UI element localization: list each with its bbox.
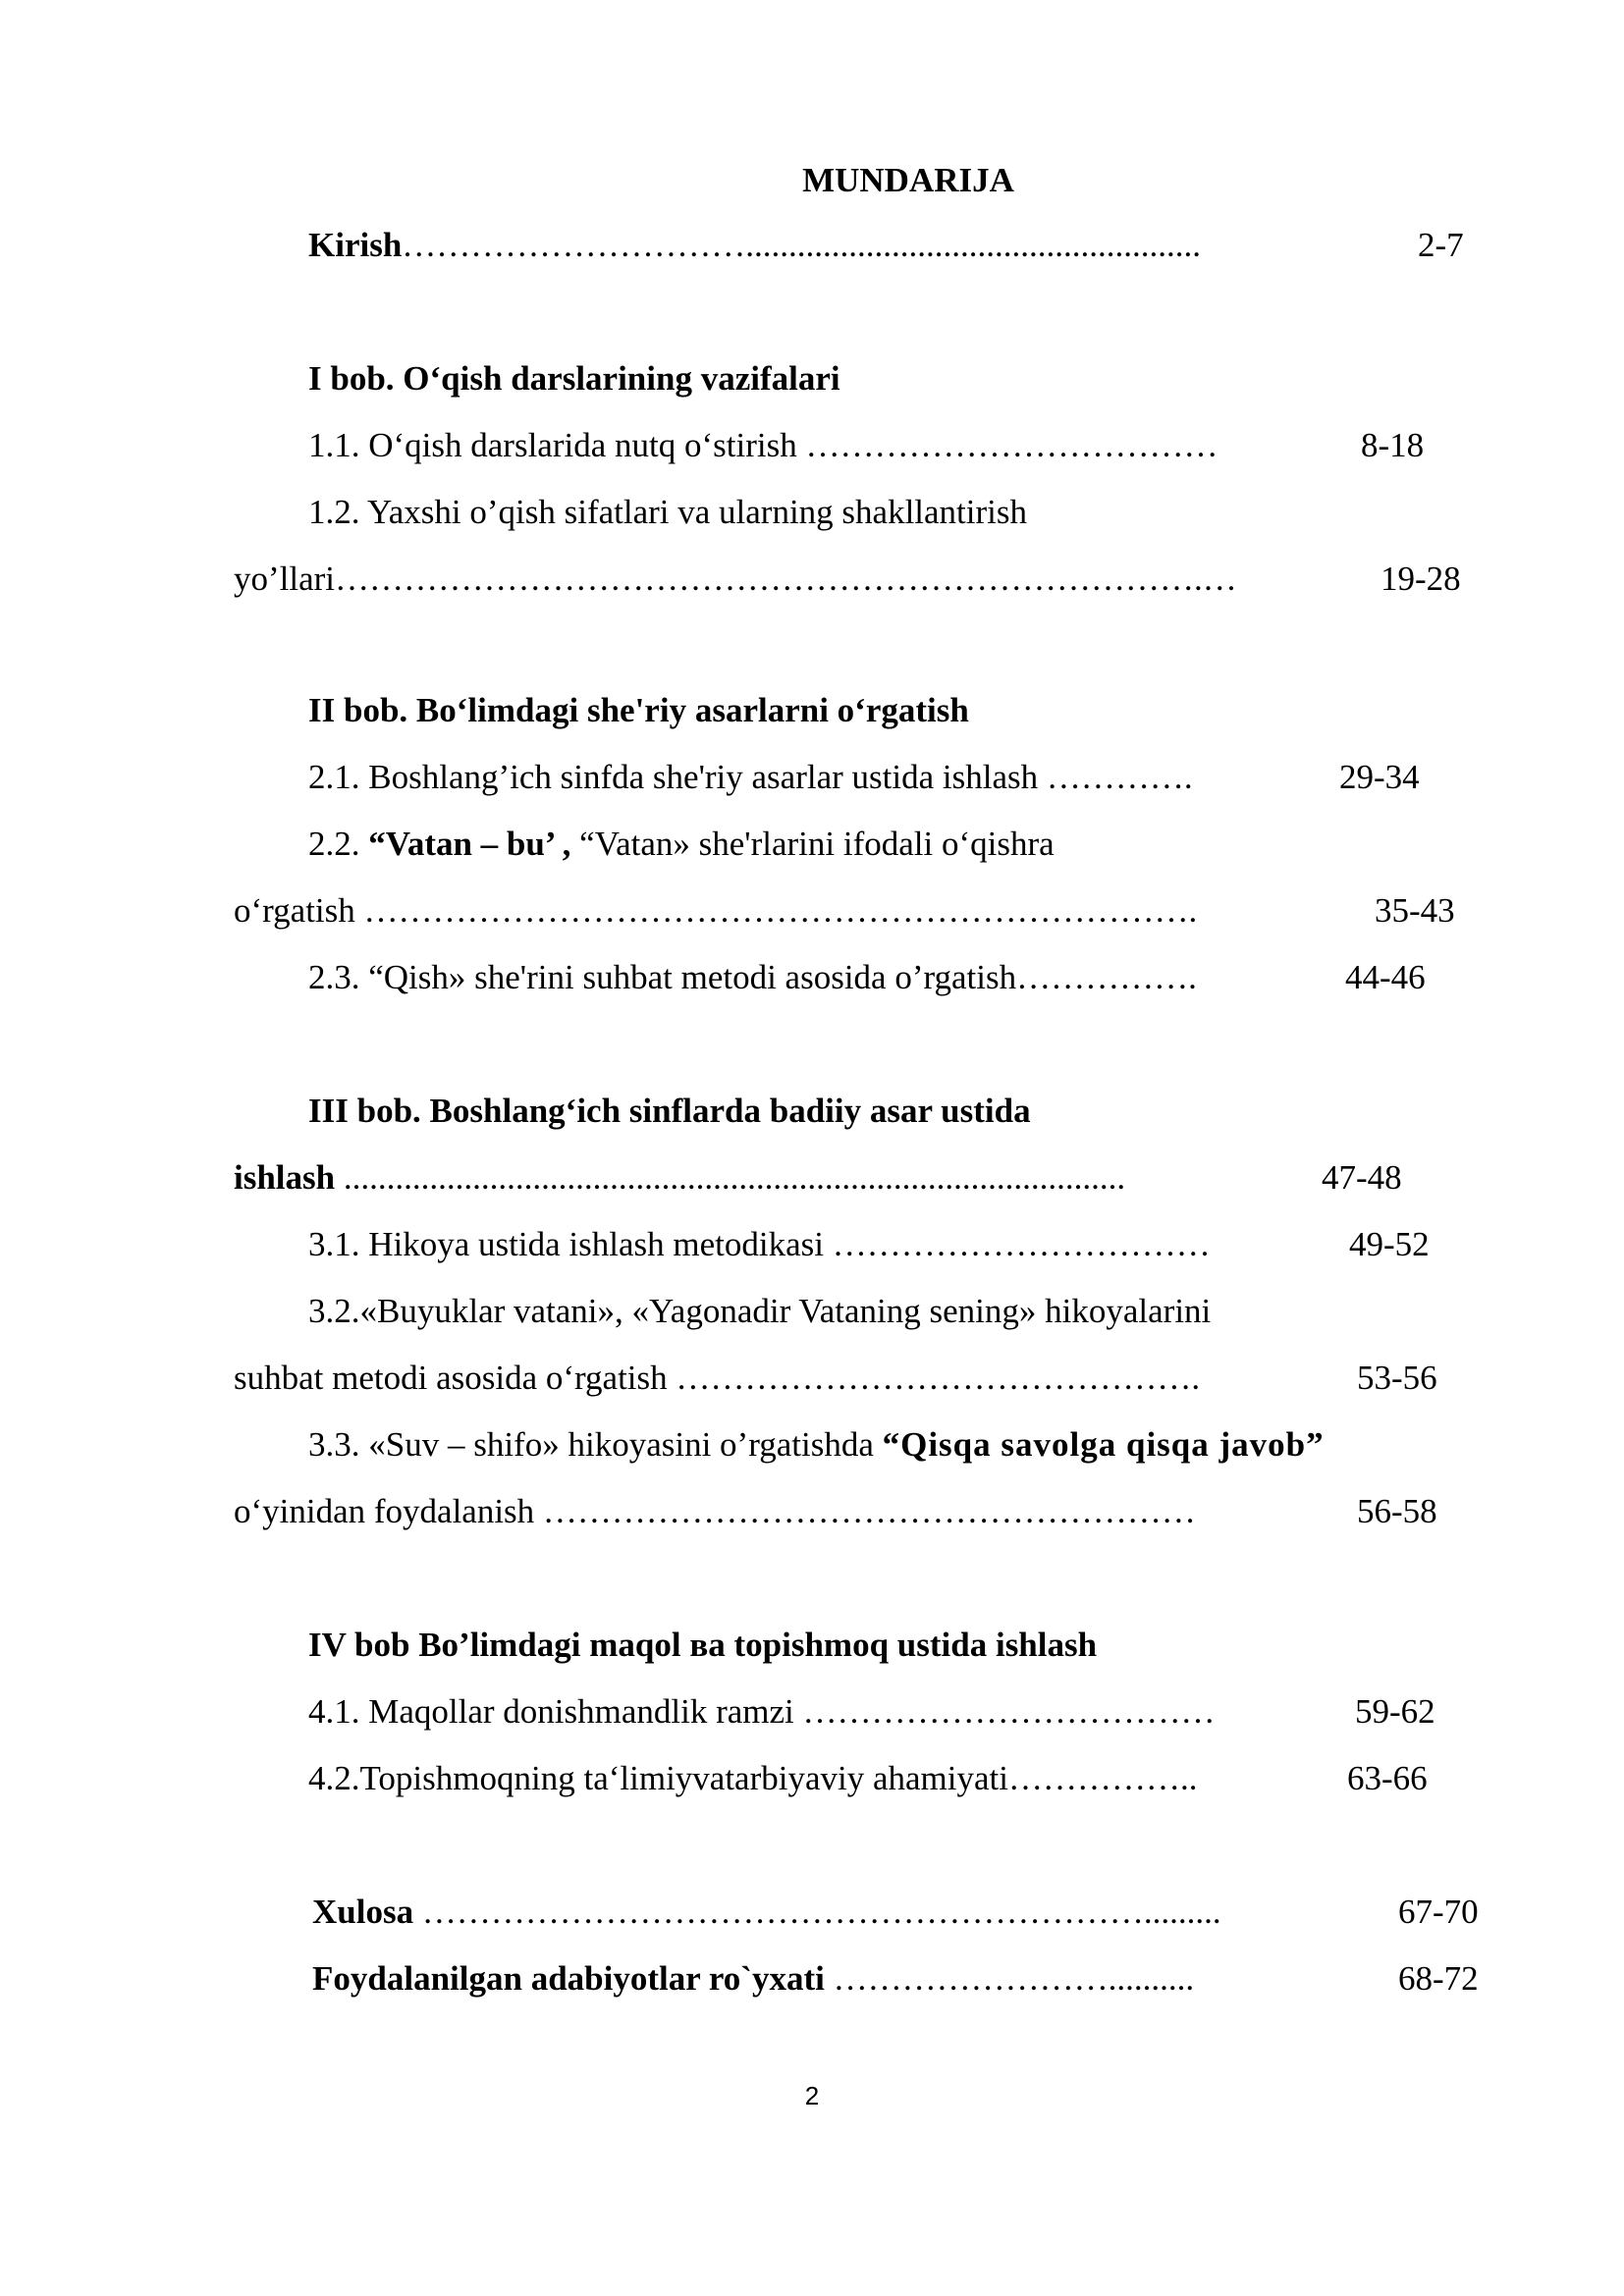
toc-entry-xulosa: [312, 1895, 1221, 1929]
toc-entry-2-2-line1: [308, 827, 1055, 861]
toc-pages: 68-72: [1398, 1959, 1479, 1998]
toc-entry-1-2-line2: yo’llari………………………………………………………………….…: [234, 560, 1237, 598]
toc-leader: ……………………………………………………….........: [413, 1893, 1221, 1931]
toc-label: Kirish: [308, 226, 403, 264]
chapter-heading-3-line2: [234, 1160, 1125, 1195]
toc-pages: 47-48: [1322, 1158, 1402, 1197]
page-number: 2: [804, 2081, 820, 2110]
toc-prefix: 2.2.: [308, 825, 369, 863]
toc-label: Xulosa: [312, 1893, 414, 1931]
chapter-heading-3-line1: III bob. Boshlang‘ich sinflarda badiiy asar ustida: [308, 1092, 1031, 1130]
toc-pages: 2-7: [1418, 226, 1464, 264]
toc-entry-2-3: 2.3. “Qish» she'rini suhbat metodi asosida o’rgatish…………….: [308, 958, 1197, 996]
toc-entry-3-3-line1: [308, 1427, 1325, 1462]
toc-pages: 67-70: [1398, 1893, 1479, 1931]
toc-title: MUNDARIJA: [802, 161, 1014, 199]
chapter-heading-1: I bob. O‘qish darslarining vazifalari: [308, 359, 840, 398]
toc-pages: 35-43: [1375, 891, 1455, 930]
chapter-heading-2: II bob. Bo‘limdagi she'riy asarlarni o‘rgatish: [308, 691, 969, 729]
toc-entry-2-1: 2.1. Boshlang’ich sinfda she'riy asarlar ustida ishlash ………….: [308, 758, 1193, 796]
toc-entry-3-2-line2: suhbat metodi asosida o‘rgatish ……………………………………….: [234, 1359, 1201, 1397]
toc-bold-title: “Vatan – bu’ ,: [368, 825, 571, 863]
toc-bold-title: “Qisqa savolga qisqa javob”: [882, 1425, 1325, 1464]
toc-pages: 8-18: [1361, 426, 1425, 464]
toc-rest: “Vatan» she'rlarini ifodali o‘qishra: [570, 825, 1055, 863]
toc-label: Foydalanilgan adabiyotlar ro`yxati: [312, 1959, 825, 1998]
toc-leader: ……………………..........: [824, 1959, 1195, 1998]
toc-pages: 49-52: [1349, 1225, 1430, 1263]
toc-pages: 19-28: [1380, 560, 1461, 598]
toc-prefix: 3.3. «Suv – shifo» hikoyasini o’rgatishda: [308, 1425, 883, 1464]
toc-pages: 63-66: [1347, 1759, 1428, 1797]
toc-pages: 59-62: [1355, 1692, 1435, 1731]
toc-leader: ...........................................................................................: [335, 1158, 1126, 1197]
toc-entry-4-2: 4.2.Topishmoqning ta‘limiyvatarbiyaviy ahamiyati……………..: [308, 1759, 1198, 1797]
toc-pages: 44-46: [1345, 958, 1426, 996]
toc-pages: 56-58: [1357, 1492, 1437, 1530]
toc-entry-kirish: [308, 228, 1201, 262]
chapter-heading-4: IV bob Bo’limdagi maqol ва topishmoq ustida ishlash: [308, 1626, 1098, 1664]
toc-leader: ………………………….....................................................: [402, 226, 1202, 264]
toc-entry-4-1: 4.1. Maqollar donishmandlik ramzi ………………………………: [308, 1692, 1216, 1731]
toc-entry-1-1: 1.1. O‘qish darslarida nutq o‘stirish ………………………………: [308, 426, 1218, 464]
toc-pages: 53-56: [1357, 1359, 1437, 1397]
toc-entry-3-1: 3.1. Hikoya ustida ishlash metodikasi ……………………………: [308, 1225, 1211, 1263]
toc-entry-1-2-line1: 1.2. Yaxshi o’qish sifatlari va ularning shakllantirish: [308, 493, 1028, 531]
toc-entry-3-3-line2: o‘yinidan foydalanish …………………………………………………: [234, 1492, 1196, 1530]
toc-label: ishlash: [234, 1158, 336, 1197]
toc-entry-adabiyotlar: [312, 1961, 1194, 1996]
toc-entry-2-2-line2: o‘rgatish ……………………………………………………………….: [234, 891, 1198, 930]
toc-pages: 29-34: [1339, 758, 1420, 796]
toc-entry-3-2-line1: 3.2.«Buyuklar vatani», «Yagonadir Vataning sening» hikoyalarini: [308, 1292, 1212, 1330]
